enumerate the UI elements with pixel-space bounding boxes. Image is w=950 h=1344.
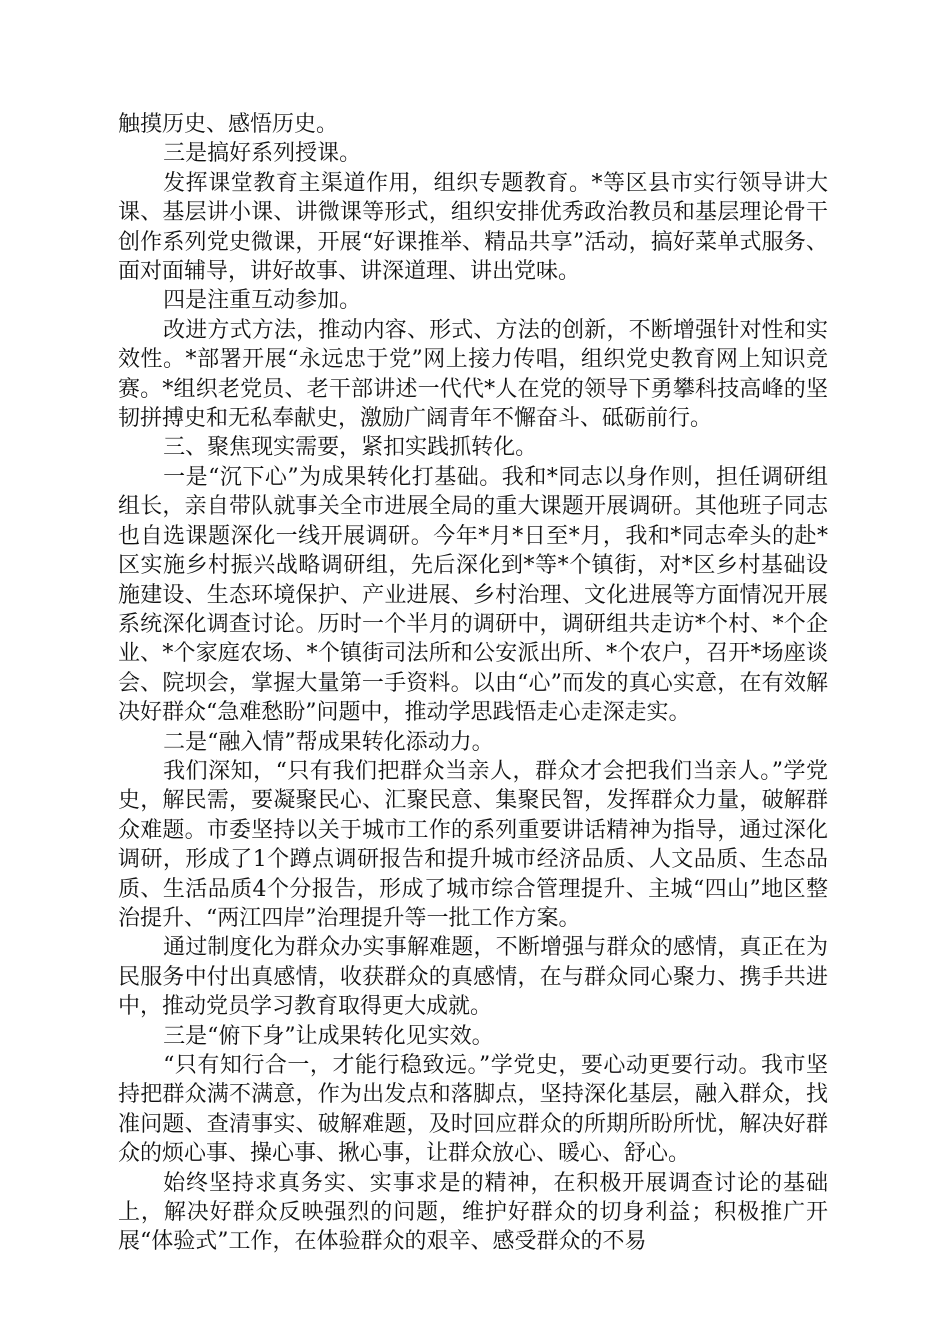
paragraph: 我们深知，“只有我们把群众当亲人，群众才会把我们当亲人。”学党史，解民需，要凝聚民心、汇聚民意、集聚民智，发挥群众力量，破解群众难题。市委坚持以关于城市工作的系列重要讲话精神为指导，通过深化调研，形成了1个蹲点调研报告和提升城市经济品质、人文品质、生态品质、生活品质4个分报告，形成了城市综合管理提升、主城“四山”地区整治提升、“两江四岸”治理提升等一批工作方案。 [118,758,828,931]
paragraph: 通过制度化为群众办实事解难题，不断增强与群众的感情，真正在为民服务中付出真感情，收获群众的真感情，在与群众同心聚力、携手共进中，推动党员学习教育取得更大成就。 [118,935,828,1020]
section-heading: 三、聚焦现实需要，紧扣实践抓转化。 [163,435,538,461]
section-heading: 三是搞好系列授课。 [163,141,362,167]
section-heading: 三是“俯下身”让成果转化见实效。 [163,1023,494,1049]
paragraph: 改进方式方法，推动内容、形式、方法的创新，不断增强针对性和实效性。*部署开展“永远忠于党”网上接力传唱，组织党史教育网上知识竞赛。*组织老党员、老干部讲述一代代*人在党的领导下勇攀科技高峰的坚韧拼搏史和无私奉献史，激励广阔青年不懈奋斗、砥砺前行。 [118,317,828,432]
paragraph: 触摸历史、感悟历史。 [118,112,339,137]
section-heading: 四是注重互动参加。 [163,288,362,314]
paragraph: 一是“沉下心”为成果转化打基础。我和*同志以身作则，担任调研组组长，亲自带队就事关全市进展全局的重大课题开展调研。其他班子同志也自选课题深化一线开展调研。今年*月*日至*月，我和*同志牵头的赴*区实施乡村振兴战略调研组，先后深化到*等*个镇街，对*区乡村基础设施建设、生态环境保护、产业进展、乡村治理、文化进展等方面情况开展系统深化调查讨论。历时一个半月的调研中，调研组共走访*个村、*个企业、*个家庭农场、*个镇街司法所和公安派出所、*个农户，召开*场座谈会、院坝会，掌握大量第一手资料。以由“心”而发的真心实意，在有效解决好群众“急难愁盼”问题中，推动学思践悟走心走深走实。 [118,464,828,726]
paragraph: 始终坚持求真务实、实事求是的精神，在积极开展调查讨论的基础上，解决好群众反映强烈的问题，维护好群众的切身利益；积极推广开展“体验式”工作，在体验群众的艰辛、感受群众的不易 [118,1170,828,1255]
paragraph: “只有知行合一，才能行稳致远。”学党史，要心动更要行动。我市坚持把群众满不满意，作为出发点和落脚点，坚持深化基层，融入群众，找准问题、查清事实、破解难题，及时回应群众的所期所盼所忧，解决好群众的烦心事、操心事、揪心事，让群众放心、暖心、舒心。 [118,1053,828,1167]
document-body [118,110,828,1257]
section-heading: 二是“融入情”帮成果转化添动力。 [163,729,494,755]
paragraph: 发挥课堂教育主渠道作用，组织专题教育。*等区县市实行领导讲大课、基层讲小课、讲微课等形式，组织安排优秀政治教员和基层理论骨干创作系列党史微课，开展“好课推举、精品共享”活动，搞好菜单式服务、面对面辅导，讲好故事、讲深道理、讲出党味。 [118,170,828,285]
